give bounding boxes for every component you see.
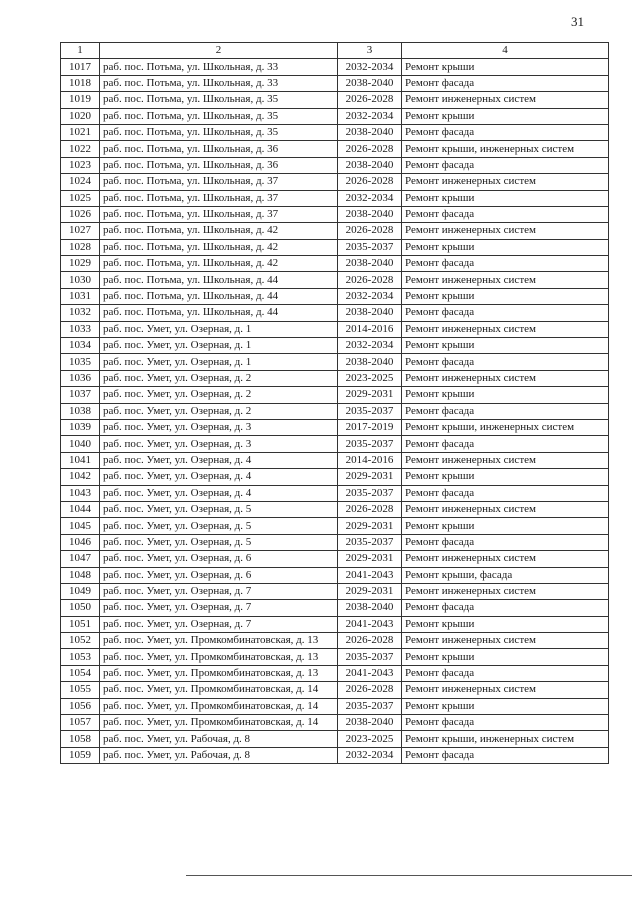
cell-work-type: Ремонт инженерных систем: [402, 452, 609, 468]
cell-number: 1056: [61, 698, 100, 714]
cell-number: 1028: [61, 239, 100, 255]
footer-divider: [186, 875, 632, 876]
cell-period: 2029-2031: [338, 469, 402, 485]
table-row: [61, 387, 609, 403]
column-header-number: 1: [61, 43, 100, 59]
cell-number: 1059: [61, 747, 100, 763]
cell-period: 2038-2040: [338, 206, 402, 222]
cell-number: 1047: [61, 551, 100, 567]
cell-period: 2029-2031: [338, 583, 402, 599]
cell-number: 1019: [61, 92, 100, 108]
table-row: [61, 108, 609, 124]
table-row: [61, 501, 609, 517]
cell-period: 2026-2028: [338, 633, 402, 649]
cell-period: 2035-2037: [338, 403, 402, 419]
cell-period: 2026-2028: [338, 223, 402, 239]
cell-period: 2035-2037: [338, 485, 402, 501]
cell-address: раб. пос. Умет, ул. Озерная, д. 5: [100, 518, 338, 534]
cell-address: раб. пос. Умет, ул. Озерная, д. 5: [100, 534, 338, 550]
cell-work-type: Ремонт крыши: [402, 239, 609, 255]
table-row: [61, 469, 609, 485]
cell-number: 1050: [61, 600, 100, 616]
cell-work-type: Ремонт крыши, инженерных систем: [402, 731, 609, 747]
table-body: [61, 59, 609, 764]
cell-period: 2014-2016: [338, 321, 402, 337]
cell-number: 1052: [61, 633, 100, 649]
page-number: 31: [571, 14, 584, 29]
cell-address: раб. пос. Потьма, ул. Школьная, д. 42: [100, 256, 338, 272]
table-row: [61, 141, 609, 157]
cell-address: раб. пос. Умет, ул. Озерная, д. 1: [100, 321, 338, 337]
cell-number: 1057: [61, 715, 100, 731]
cell-period: 2026-2028: [338, 174, 402, 190]
cell-period: 2038-2040: [338, 600, 402, 616]
cell-number: 1058: [61, 731, 100, 747]
cell-address: раб. пос. Умет, ул. Озерная, д. 7: [100, 600, 338, 616]
table-row: [61, 731, 609, 747]
table-row: [61, 92, 609, 108]
cell-address: раб. пос. Умет, ул. Озерная, д. 1: [100, 354, 338, 370]
cell-period: 2038-2040: [338, 157, 402, 173]
cell-work-type: Ремонт инженерных систем: [402, 583, 609, 599]
table-row: [61, 75, 609, 91]
table-row: [61, 633, 609, 649]
cell-number: 1024: [61, 174, 100, 190]
cell-period: 2038-2040: [338, 354, 402, 370]
cell-address: раб. пос. Потьма, ул. Школьная, д. 42: [100, 223, 338, 239]
cell-address: раб. пос. Умет, ул. Озерная, д. 2: [100, 403, 338, 419]
table-row: [61, 698, 609, 714]
cell-work-type: Ремонт фасада: [402, 534, 609, 550]
cell-number: 1017: [61, 59, 100, 75]
cell-number: 1031: [61, 288, 100, 304]
cell-address: раб. пос. Умет, ул. Озерная, д. 7: [100, 583, 338, 599]
cell-work-type: Ремонт инженерных систем: [402, 501, 609, 517]
cell-work-type: Ремонт крыши: [402, 387, 609, 403]
cell-address: раб. пос. Потьма, ул. Школьная, д. 35: [100, 92, 338, 108]
cell-work-type: Ремонт фасада: [402, 485, 609, 501]
table-row: [61, 157, 609, 173]
cell-work-type: Ремонт инженерных систем: [402, 370, 609, 386]
cell-number: 1055: [61, 682, 100, 698]
table-row: [61, 534, 609, 550]
cell-number: 1035: [61, 354, 100, 370]
cell-work-type: Ремонт фасада: [402, 436, 609, 452]
table-row: [61, 649, 609, 665]
table-row: [61, 551, 609, 567]
cell-number: 1045: [61, 518, 100, 534]
cell-address: раб. пос. Потьма, ул. Школьная, д. 35: [100, 124, 338, 140]
cell-address: раб. пос. Умет, ул. Рабочая, д. 8: [100, 747, 338, 763]
cell-period: 2038-2040: [338, 715, 402, 731]
cell-period: 2032-2034: [338, 108, 402, 124]
cell-address: раб. пос. Умет, ул. Озерная, д. 4: [100, 469, 338, 485]
cell-work-type: Ремонт фасада: [402, 206, 609, 222]
cell-period: 2032-2034: [338, 338, 402, 354]
cell-period: 2026-2028: [338, 501, 402, 517]
cell-work-type: Ремонт фасада: [402, 256, 609, 272]
cell-address: раб. пос. Умет, ул. Озерная, д. 6: [100, 551, 338, 567]
table-row: [61, 305, 609, 321]
table-row: [61, 272, 609, 288]
cell-address: раб. пос. Потьма, ул. Школьная, д. 37: [100, 206, 338, 222]
table-row: [61, 600, 609, 616]
cell-address: раб. пос. Потьма, ул. Школьная, д. 33: [100, 75, 338, 91]
cell-work-type: Ремонт фасада: [402, 715, 609, 731]
cell-number: 1048: [61, 567, 100, 583]
cell-work-type: Ремонт крыши: [402, 338, 609, 354]
table-row: [61, 59, 609, 75]
table-row: [61, 223, 609, 239]
table-row: [61, 338, 609, 354]
cell-address: раб. пос. Умет, ул. Озерная, д. 3: [100, 436, 338, 452]
cell-period: 2035-2037: [338, 436, 402, 452]
cell-work-type: Ремонт инженерных систем: [402, 633, 609, 649]
cell-number: 1039: [61, 419, 100, 435]
table-row: [61, 321, 609, 337]
cell-address: раб. пос. Умет, ул. Озерная, д. 4: [100, 485, 338, 501]
cell-address: раб. пос. Потьма, ул. Школьная, д. 42: [100, 239, 338, 255]
cell-address: раб. пос. Умет, ул. Озерная, д. 2: [100, 387, 338, 403]
cell-period: 2026-2028: [338, 92, 402, 108]
cell-period: 2029-2031: [338, 518, 402, 534]
cell-address: раб. пос. Потьма, ул. Школьная, д. 33: [100, 59, 338, 75]
cell-period: 2038-2040: [338, 75, 402, 91]
cell-period: 2029-2031: [338, 551, 402, 567]
cell-number: 1033: [61, 321, 100, 337]
cell-period: 2038-2040: [338, 305, 402, 321]
table-row: [61, 567, 609, 583]
cell-number: 1041: [61, 452, 100, 468]
cell-number: 1021: [61, 124, 100, 140]
cell-work-type: Ремонт фасада: [402, 305, 609, 321]
cell-period: 2035-2037: [338, 239, 402, 255]
table-row: [61, 583, 609, 599]
cell-work-type: Ремонт инженерных систем: [402, 682, 609, 698]
table-row: [61, 452, 609, 468]
cell-number: 1027: [61, 223, 100, 239]
table-row: [61, 124, 609, 140]
cell-number: 1040: [61, 436, 100, 452]
table-row: [61, 419, 609, 435]
table-row: [61, 436, 609, 452]
cell-work-type: Ремонт крыши: [402, 649, 609, 665]
cell-number: 1044: [61, 501, 100, 517]
cell-period: 2029-2031: [338, 387, 402, 403]
cell-number: 1030: [61, 272, 100, 288]
cell-work-type: Ремонт фасада: [402, 157, 609, 173]
table-row: [61, 190, 609, 206]
cell-work-type: Ремонт крыши: [402, 518, 609, 534]
cell-number: 1054: [61, 665, 100, 681]
cell-period: 2032-2034: [338, 190, 402, 206]
table-row: [61, 747, 609, 763]
cell-period: 2023-2025: [338, 370, 402, 386]
cell-address: раб. пос. Умет, ул. Озерная, д. 2: [100, 370, 338, 386]
cell-period: 2035-2037: [338, 534, 402, 550]
cell-address: раб. пос. Умет, ул. Озерная, д. 3: [100, 419, 338, 435]
cell-work-type: Ремонт крыши: [402, 616, 609, 632]
cell-work-type: Ремонт крыши: [402, 190, 609, 206]
cell-work-type: Ремонт фасада: [402, 747, 609, 763]
cell-number: 1023: [61, 157, 100, 173]
cell-work-type: Ремонт инженерных систем: [402, 272, 609, 288]
cell-address: раб. пос. Умет, ул. Промкомбинатовская, д. 14: [100, 682, 338, 698]
table-row: [61, 354, 609, 370]
cell-number: 1042: [61, 469, 100, 485]
table-row: [61, 370, 609, 386]
cell-work-type: Ремонт фасада: [402, 124, 609, 140]
cell-address: раб. пос. Умет, ул. Озерная, д. 5: [100, 501, 338, 517]
cell-number: 1046: [61, 534, 100, 550]
cell-number: 1043: [61, 485, 100, 501]
cell-number: 1038: [61, 403, 100, 419]
table-row: [61, 288, 609, 304]
column-header-work-type: 4: [402, 43, 609, 59]
cell-number: 1032: [61, 305, 100, 321]
table-row: [61, 256, 609, 272]
cell-address: раб. пос. Умет, ул. Промкомбинатовская, д. 14: [100, 698, 338, 714]
cell-work-type: Ремонт фасада: [402, 665, 609, 681]
cell-address: раб. пос. Умет, ул. Рабочая, д. 8: [100, 731, 338, 747]
cell-period: 2041-2043: [338, 567, 402, 583]
cell-address: раб. пос. Потьма, ул. Школьная, д. 36: [100, 141, 338, 157]
table-row: [61, 239, 609, 255]
cell-address: раб. пос. Потьма, ул. Школьная, д. 44: [100, 305, 338, 321]
cell-work-type: Ремонт крыши, инженерных систем: [402, 141, 609, 157]
cell-period: 2014-2016: [338, 452, 402, 468]
cell-number: 1036: [61, 370, 100, 386]
cell-address: раб. пос. Умет, ул. Промкомбинатовская, д. 13: [100, 649, 338, 665]
cell-period: 2032-2034: [338, 288, 402, 304]
cell-work-type: Ремонт крыши: [402, 469, 609, 485]
cell-number: 1049: [61, 583, 100, 599]
table-row: [61, 403, 609, 419]
cell-address: раб. пос. Потьма, ул. Школьная, д. 35: [100, 108, 338, 124]
cell-period: 2026-2028: [338, 682, 402, 698]
cell-work-type: Ремонт крыши, инженерных систем: [402, 419, 609, 435]
cell-address: раб. пос. Умет, ул. Озерная, д. 7: [100, 616, 338, 632]
cell-address: раб. пос. Потьма, ул. Школьная, д. 37: [100, 174, 338, 190]
table-row: [61, 715, 609, 731]
cell-period: 2038-2040: [338, 124, 402, 140]
cell-work-type: Ремонт крыши: [402, 288, 609, 304]
cell-number: 1053: [61, 649, 100, 665]
cell-address: раб. пос. Умет, ул. Озерная, д. 4: [100, 452, 338, 468]
cell-work-type: Ремонт инженерных систем: [402, 92, 609, 108]
cell-address: раб. пос. Умет, ул. Промкомбинатовская, д. 14: [100, 715, 338, 731]
table-row: [61, 518, 609, 534]
cell-period: 2035-2037: [338, 698, 402, 714]
cell-work-type: Ремонт крыши, фасада: [402, 567, 609, 583]
cell-number: 1034: [61, 338, 100, 354]
cell-address: раб. пос. Потьма, ул. Школьная, д. 37: [100, 190, 338, 206]
table-header-row: [61, 43, 609, 59]
cell-number: 1020: [61, 108, 100, 124]
table-row: [61, 206, 609, 222]
cell-address: раб. пос. Потьма, ул. Школьная, д. 36: [100, 157, 338, 173]
cell-work-type: Ремонт инженерных систем: [402, 321, 609, 337]
table-row: [61, 665, 609, 681]
cell-work-type: Ремонт инженерных систем: [402, 551, 609, 567]
cell-address: раб. пос. Умет, ул. Промкомбинатовская, д. 13: [100, 633, 338, 649]
cell-address: раб. пос. Потьма, ул. Школьная, д. 44: [100, 272, 338, 288]
cell-number: 1022: [61, 141, 100, 157]
cell-period: 2026-2028: [338, 141, 402, 157]
table-row: [61, 174, 609, 190]
cell-period: 2023-2025: [338, 731, 402, 747]
cell-work-type: Ремонт фасада: [402, 75, 609, 91]
cell-address: раб. пос. Умет, ул. Озерная, д. 1: [100, 338, 338, 354]
cell-period: 2038-2040: [338, 256, 402, 272]
cell-work-type: Ремонт фасада: [402, 600, 609, 616]
cell-number: 1018: [61, 75, 100, 91]
cell-number: 1026: [61, 206, 100, 222]
cell-address: раб. пос. Умет, ул. Озерная, д. 6: [100, 567, 338, 583]
cell-number: 1037: [61, 387, 100, 403]
cell-period: 2041-2043: [338, 616, 402, 632]
cell-work-type: Ремонт крыши: [402, 698, 609, 714]
repair-schedule-table: [60, 42, 609, 764]
cell-period: 2032-2034: [338, 59, 402, 75]
column-header-address: 2: [100, 43, 338, 59]
cell-work-type: Ремонт фасада: [402, 403, 609, 419]
cell-work-type: Ремонт крыши: [402, 108, 609, 124]
cell-period: 2017-2019: [338, 419, 402, 435]
column-header-period: 3: [338, 43, 402, 59]
cell-number: 1025: [61, 190, 100, 206]
cell-period: 2026-2028: [338, 272, 402, 288]
cell-address: раб. пос. Потьма, ул. Школьная, д. 44: [100, 288, 338, 304]
cell-work-type: Ремонт крыши: [402, 59, 609, 75]
table-row: [61, 485, 609, 501]
cell-number: 1051: [61, 616, 100, 632]
cell-period: 2032-2034: [338, 747, 402, 763]
cell-work-type: Ремонт инженерных систем: [402, 223, 609, 239]
cell-number: 1029: [61, 256, 100, 272]
cell-address: раб. пос. Умет, ул. Промкомбинатовская, д. 13: [100, 665, 338, 681]
cell-period: 2041-2043: [338, 665, 402, 681]
table-row: [61, 616, 609, 632]
table-row: [61, 682, 609, 698]
cell-work-type: Ремонт инженерных систем: [402, 174, 609, 190]
cell-work-type: Ремонт фасада: [402, 354, 609, 370]
cell-period: 2035-2037: [338, 649, 402, 665]
